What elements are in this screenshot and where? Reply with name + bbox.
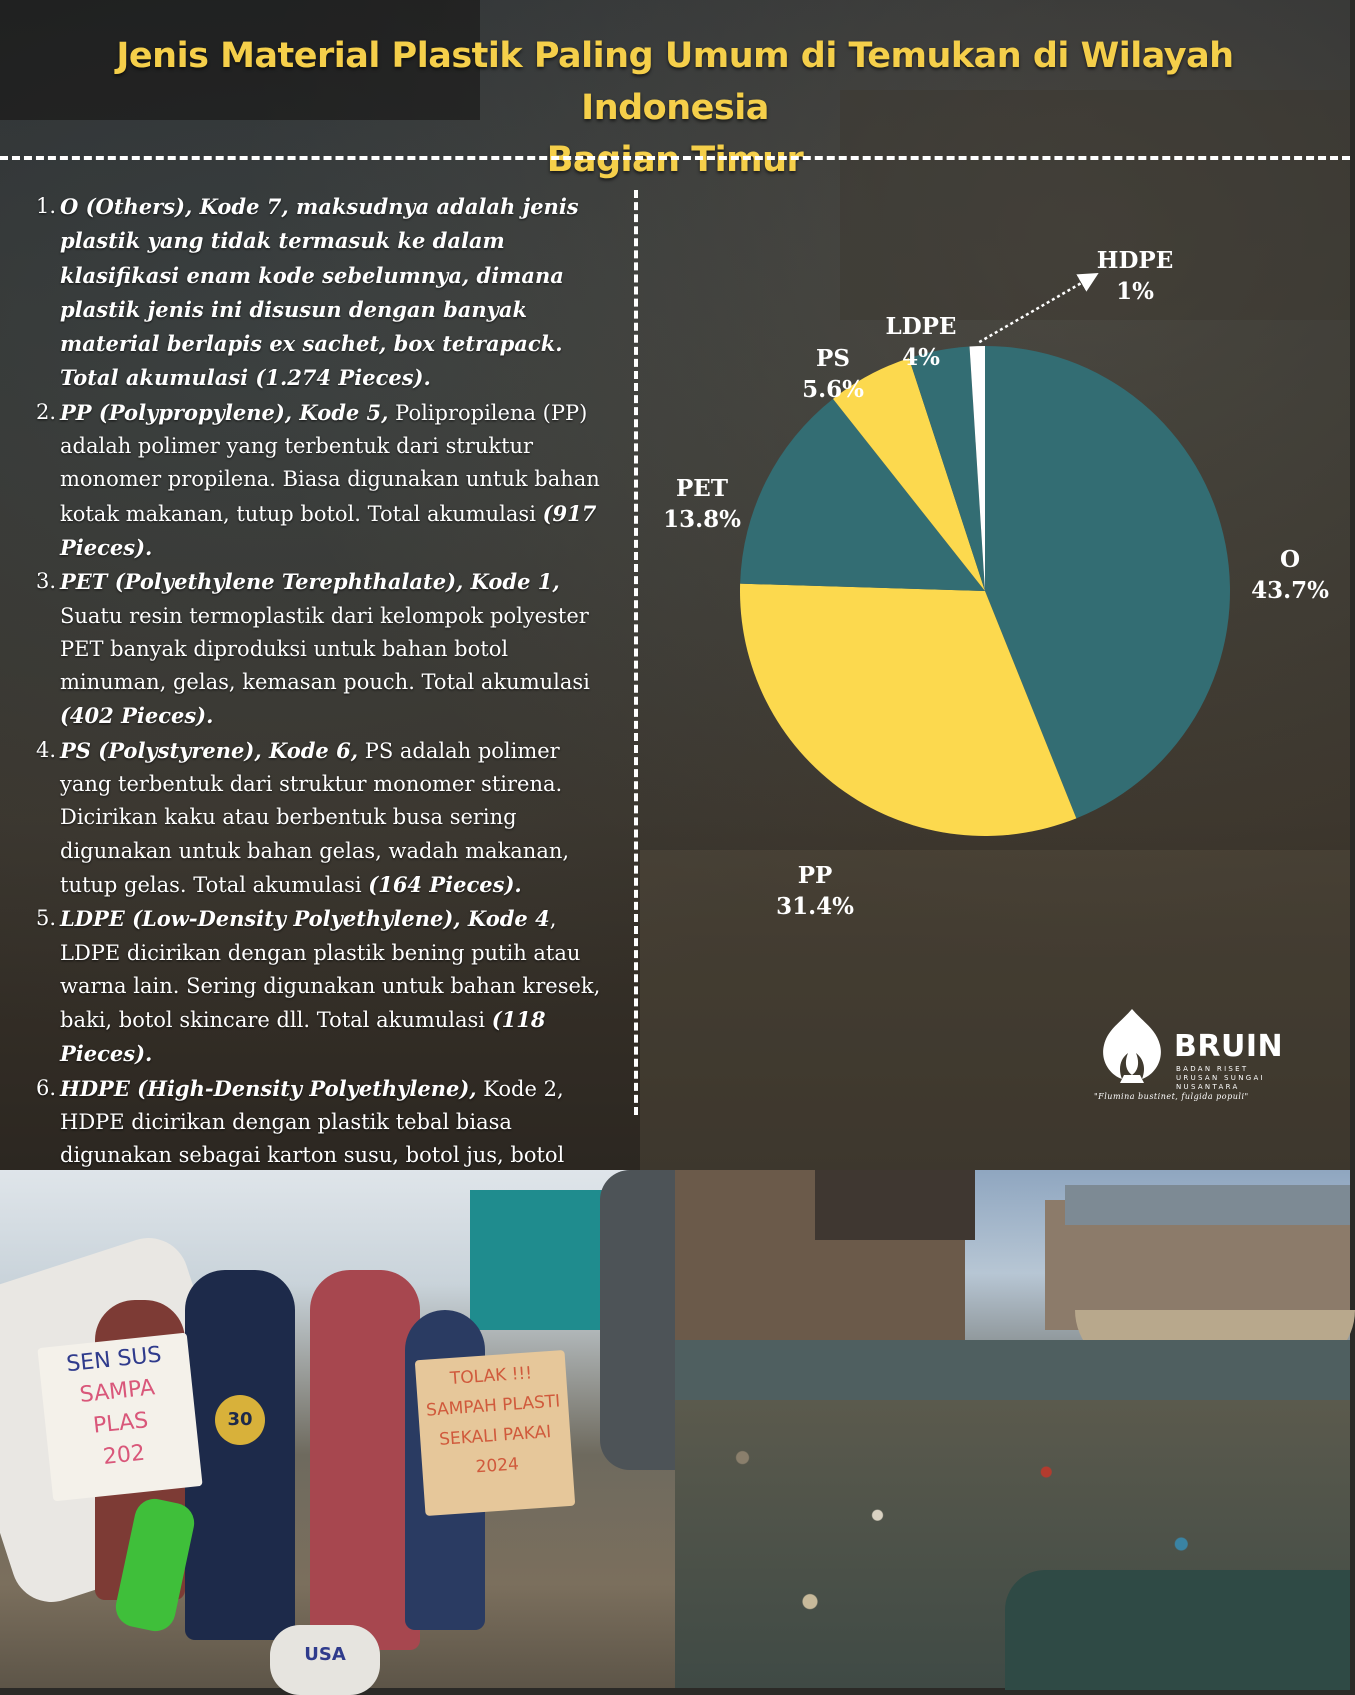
slice-value-ps: 5.6% xyxy=(802,376,864,403)
slice-label-pet: PET xyxy=(676,475,728,502)
photo-polluted-river xyxy=(675,1170,1350,1688)
list-item-heading: HDPE (High-Density Polyethylene), xyxy=(60,1075,477,1101)
sign-tolak-line-1: TOLAK !!! xyxy=(449,1363,533,1389)
flame-emblem-icon xyxy=(1090,1005,1174,1089)
slice-label-ps: PS xyxy=(816,345,850,372)
slice-label-ldpe: LDPE xyxy=(885,313,957,340)
list-number: 3. xyxy=(36,569,57,594)
photo-volunteers xyxy=(0,1170,675,1688)
sign-sensus-line-1: SEN SUS xyxy=(65,1342,163,1378)
person-3 xyxy=(310,1270,420,1650)
sign-tolak-line-2: SAMPAH PLASTI xyxy=(425,1391,561,1421)
list-item-heading: O (Others), Kode 7, maksudnya adalah jenis plastik yang tidak termasuk ke dalam klasifikasi enam kode sebelumnya, dimana plastik jenis ini disusun dengan banyak material berlapis ex sachet, box tetrapack. Total akumulasi (1.274 Pieces). xyxy=(60,194,579,391)
list-number: 6. xyxy=(36,1075,57,1100)
list-item xyxy=(36,396,606,565)
list-item xyxy=(36,565,606,733)
sign-tolak xyxy=(415,1350,576,1516)
list-number: 5. xyxy=(36,906,57,931)
logo-subtitle-3: NUSANTARA xyxy=(1176,1083,1240,1091)
logo-subtitle-1: BADAN RISET xyxy=(1176,1065,1249,1073)
list-number: 2. xyxy=(36,399,57,424)
title-line-2: Bagian Timur xyxy=(546,140,804,180)
list-item-heading: PS (Polystyrene), Kode 6, xyxy=(60,737,359,763)
list-item-total: (402 Pieces). xyxy=(60,703,214,729)
shirt-print: 30 xyxy=(215,1395,265,1445)
title-line-1: Jenis Material Plastik Paling Umum di Temukan di Wilayah Indonesia xyxy=(116,36,1234,128)
logo-motto: "Flumina bustinet, fulgida populi" xyxy=(1094,1092,1249,1101)
slice-label-o: O xyxy=(1279,546,1301,573)
slice-value-o: 43.7% xyxy=(1251,577,1329,604)
list-item-total: (118 Pieces). xyxy=(60,1007,546,1067)
list-number: 4. xyxy=(36,737,57,762)
sign-tolak-line-3: SEKALI PAKAI xyxy=(438,1422,552,1450)
sack: USA xyxy=(270,1625,380,1695)
list-item xyxy=(36,190,606,396)
sign-sensus xyxy=(37,1333,202,1502)
person-2 xyxy=(185,1270,295,1640)
list-item-heading: LDPE (Low-Density Polyethylene), Kode 4 xyxy=(60,906,550,932)
list-item-text: PS adalah polimer yang terbentuk dari struktur monomer stirena. Dicirikan kaku atau berbentuk busa sering digunakan untuk bahan gelas, wadah makanan, tutup gelas. Total akumulasi xyxy=(60,738,570,897)
slice-value-ldpe: 4% xyxy=(902,344,940,371)
list-item-text: , LDPE dicirikan dengan plastik bening putih atau warna lain. Sering digunakan untuk bahan kresek, baki, botol skincare dll. Total akumulasi xyxy=(60,907,601,1033)
list-item-text: Polipropilena (PP) adalah polimer yang terbentuk dari struktur monomer propilena. Biasa digunakan untuk bahan kotak makanan, tutup botol. Total akumulasi xyxy=(60,400,600,526)
list-number: 1. xyxy=(36,194,57,218)
slice-label-pp: PP xyxy=(797,862,833,889)
list-item-total: (164 Pieces). xyxy=(368,871,522,897)
slice-label-hdpe: HDPE xyxy=(1096,247,1174,274)
bruin-logo xyxy=(1090,1005,1284,1105)
list-item xyxy=(36,734,606,902)
hdpe-leader-arrow xyxy=(979,278,1090,342)
slice-value-hdpe: 1% xyxy=(1116,278,1154,305)
slice-value-pp: 31.4% xyxy=(776,893,854,920)
list-item-heading: PET (Polyethylene Terephthalate), Kode 1, xyxy=(60,569,560,595)
pie-chart xyxy=(640,190,1350,950)
green-tarp xyxy=(1005,1570,1350,1690)
stilt-house-left-roof xyxy=(815,1170,975,1240)
sign-sensus-line-2: SAMPA xyxy=(78,1375,157,1409)
logo-subtitle-2: URUSAN SUNGAI xyxy=(1176,1074,1265,1082)
list-item-text: Kode 2, HDPE dicirikan dengan plastik tebal biasa digunakan sebagai karton susu, botol jus, botol xyxy=(60,1076,565,1168)
sign-sensus-line-3: PLAS xyxy=(91,1408,150,1439)
title-divider xyxy=(0,156,1350,160)
stilt-house-right-roof xyxy=(1065,1185,1350,1225)
page-title xyxy=(80,30,1270,186)
list-item-total: (917 Pieces). xyxy=(60,500,597,560)
column-divider xyxy=(634,190,638,1115)
slice-value-pet: 13.8% xyxy=(663,506,741,533)
sign-tolak-line-4: 2024 xyxy=(475,1454,520,1478)
sign-sensus-line-4: 202 xyxy=(101,1440,147,1470)
list-item-text: Suatu resin termoplastik dari kelompok polyester PET banyak diproduksi untuk bahan botol minuman, gelas, kemasan pouch. Total akumulasi xyxy=(60,603,590,695)
list-item xyxy=(36,902,606,1071)
logo-name: BRUIN xyxy=(1174,1029,1284,1064)
plastic-type-list xyxy=(36,190,606,1207)
list-item-heading: PP (Polypropylene), Kode 5, xyxy=(60,399,389,425)
